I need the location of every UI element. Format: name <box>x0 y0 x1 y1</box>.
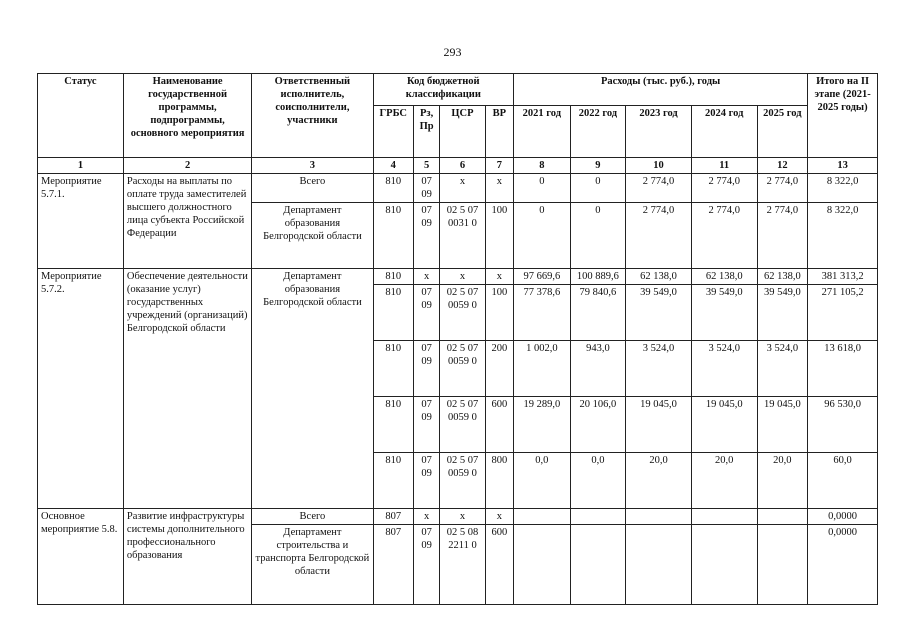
cell-2024 <box>691 509 757 525</box>
cell-2022: 943,0 <box>570 341 626 397</box>
cell-csr: х <box>440 509 485 525</box>
header-2023: 2023 год <box>626 106 692 158</box>
cell-rz-pr: 07 09 <box>413 453 439 509</box>
cell-rz-pr: 07 09 <box>413 174 439 203</box>
cell-grbs: 807 <box>373 509 413 525</box>
header-csr: ЦСР <box>440 106 485 158</box>
cell-total: 381 313,2 <box>808 269 878 285</box>
cell-2023: 20,0 <box>626 453 692 509</box>
column-number: 13 <box>808 158 878 174</box>
cell-total: 0,0000 <box>808 525 878 605</box>
cell-total: 60,0 <box>808 453 878 509</box>
cell-2024: 3 524,0 <box>691 341 757 397</box>
cell-vr: 100 <box>485 285 513 341</box>
cell-total: 0,0000 <box>808 509 878 525</box>
cell-csr: 02 5 07 0059 0 <box>440 397 485 453</box>
cell-rz-pr: х <box>413 269 439 285</box>
table-row <box>38 509 878 525</box>
table-row <box>38 174 878 203</box>
header-2022: 2022 год <box>570 106 626 158</box>
cell-2021: 0 <box>514 203 571 269</box>
column-number: 12 <box>757 158 808 174</box>
header-executor: Ответственный исполнитель, соисполнители, участники <box>252 74 373 158</box>
cell-grbs: 810 <box>373 453 413 509</box>
page-number: 293 <box>443 45 462 59</box>
cell-2023: 19 045,0 <box>626 397 692 453</box>
cell-2024: 62 138,0 <box>691 269 757 285</box>
cell-rz-pr: х <box>413 509 439 525</box>
header-rz-pr: Рз, Пр <box>413 106 439 158</box>
cell-2024: 19 045,0 <box>691 397 757 453</box>
row-status: Основное мероприятие 5.8. <box>38 509 124 605</box>
cell-2022: 20 106,0 <box>570 397 626 453</box>
row-executor: Департамент строительства и транспорта Белгородской области <box>252 525 373 605</box>
header-expenses: Расходы (тыс. руб.), годы <box>514 74 808 106</box>
header-budget-code: Код бюджетной классификации <box>373 74 513 106</box>
cell-csr: 02 5 08 2211 0 <box>440 525 485 605</box>
column-number: 5 <box>413 158 439 174</box>
column-number: 7 <box>485 158 513 174</box>
column-number: 11 <box>691 158 757 174</box>
cell-csr: х <box>440 269 485 285</box>
header-grbs: ГРБС <box>373 106 413 158</box>
cell-2022: 0,0 <box>570 453 626 509</box>
cell-2025 <box>757 509 808 525</box>
cell-2023: 39 549,0 <box>626 285 692 341</box>
cell-2023: 2 774,0 <box>626 203 692 269</box>
column-number: 10 <box>626 158 692 174</box>
cell-rz-pr: 07 09 <box>413 397 439 453</box>
cell-grbs: 810 <box>373 174 413 203</box>
cell-2024: 2 774,0 <box>691 203 757 269</box>
cell-2021: 19 289,0 <box>514 397 571 453</box>
header-vr: ВР <box>485 106 513 158</box>
cell-rz-pr: 07 09 <box>413 285 439 341</box>
cell-2022 <box>570 509 626 525</box>
cell-vr: 100 <box>485 203 513 269</box>
cell-2024: 39 549,0 <box>691 285 757 341</box>
header-total: Итого на II этапе (2021-2025 годы) <box>808 74 878 158</box>
budget-table <box>37 73 878 605</box>
cell-csr: 02 5 07 0031 0 <box>440 203 485 269</box>
cell-grbs: 810 <box>373 397 413 453</box>
row-executor: Департамент образования Белгородской области <box>252 269 373 509</box>
cell-2023: 2 774,0 <box>626 174 692 203</box>
column-number: 6 <box>440 158 485 174</box>
cell-total: 8 322,0 <box>808 203 878 269</box>
cell-2024: 2 774,0 <box>691 174 757 203</box>
row-name: Развитие инфраструктуры системы дополнительного профессионального образования <box>123 509 251 605</box>
header-2024: 2024 год <box>691 106 757 158</box>
cell-rz-pr: 07 09 <box>413 203 439 269</box>
cell-grbs: 807 <box>373 525 413 605</box>
cell-vr: 600 <box>485 525 513 605</box>
cell-2022: 79 840,6 <box>570 285 626 341</box>
cell-vr: х <box>485 269 513 285</box>
cell-vr: 200 <box>485 341 513 397</box>
cell-2025: 20,0 <box>757 453 808 509</box>
cell-2022 <box>570 525 626 605</box>
cell-2022: 0 <box>570 174 626 203</box>
cell-csr: х <box>440 174 485 203</box>
cell-2021 <box>514 509 571 525</box>
cell-grbs: 810 <box>373 269 413 285</box>
row-executor: Всего <box>252 509 373 525</box>
cell-2025: 19 045,0 <box>757 397 808 453</box>
column-number: 2 <box>123 158 251 174</box>
cell-csr: 02 5 07 0059 0 <box>440 285 485 341</box>
cell-2024 <box>691 525 757 605</box>
cell-2021: 0 <box>514 174 571 203</box>
cell-total: 96 530,0 <box>808 397 878 453</box>
cell-rz-pr: 07 09 <box>413 341 439 397</box>
cell-2025: 3 524,0 <box>757 341 808 397</box>
cell-2023 <box>626 509 692 525</box>
column-number: 4 <box>373 158 413 174</box>
cell-2023: 62 138,0 <box>626 269 692 285</box>
cell-2022: 0 <box>570 203 626 269</box>
column-number-row <box>38 158 878 174</box>
row-status: Мероприятие 5.7.1. <box>38 174 124 269</box>
row-status: Мероприятие 5.7.2. <box>38 269 124 509</box>
header-status: Статус <box>38 74 124 158</box>
cell-csr: 02 5 07 0059 0 <box>440 453 485 509</box>
column-number: 9 <box>570 158 626 174</box>
header-name: Наименование государственной программы, подпрограммы, основного мероприятия <box>123 74 251 158</box>
row-executor: Департамент образования Белгородской области <box>252 203 373 269</box>
row-executor: Всего <box>252 174 373 203</box>
cell-total: 13 618,0 <box>808 341 878 397</box>
column-number: 3 <box>252 158 373 174</box>
cell-2021: 0,0 <box>514 453 571 509</box>
header-2021: 2021 год <box>514 106 571 158</box>
row-name: Расходы на выплаты по оплате труда заместителей высшего должностного лица субъекта Российской Федерации <box>123 174 251 269</box>
cell-2024: 20,0 <box>691 453 757 509</box>
cell-2021: 1 002,0 <box>514 341 571 397</box>
cell-grbs: 810 <box>373 341 413 397</box>
header-2025: 2025 год <box>757 106 808 158</box>
cell-grbs: 810 <box>373 285 413 341</box>
cell-2025: 39 549,0 <box>757 285 808 341</box>
cell-vr: х <box>485 509 513 525</box>
row-name: Обеспечение деятельности (оказание услуг) государственных учреждений (организаций) Белгородской области <box>123 269 251 509</box>
cell-csr: 02 5 07 0059 0 <box>440 341 485 397</box>
cell-vr: 600 <box>485 397 513 453</box>
cell-vr: 800 <box>485 453 513 509</box>
cell-2021 <box>514 525 571 605</box>
cell-rz-pr: 07 09 <box>413 525 439 605</box>
cell-2023: 3 524,0 <box>626 341 692 397</box>
column-number: 8 <box>514 158 571 174</box>
cell-2022: 100 889,6 <box>570 269 626 285</box>
cell-2025 <box>757 525 808 605</box>
cell-vr: х <box>485 174 513 203</box>
cell-2021: 97 669,6 <box>514 269 571 285</box>
cell-2023 <box>626 525 692 605</box>
cell-2025: 2 774,0 <box>757 174 808 203</box>
cell-grbs: 810 <box>373 203 413 269</box>
table-row <box>38 269 878 285</box>
cell-2021: 77 378,6 <box>514 285 571 341</box>
cell-2025: 2 774,0 <box>757 203 808 269</box>
cell-total: 271 105,2 <box>808 285 878 341</box>
cell-2025: 62 138,0 <box>757 269 808 285</box>
column-number: 1 <box>38 158 124 174</box>
cell-total: 8 322,0 <box>808 174 878 203</box>
